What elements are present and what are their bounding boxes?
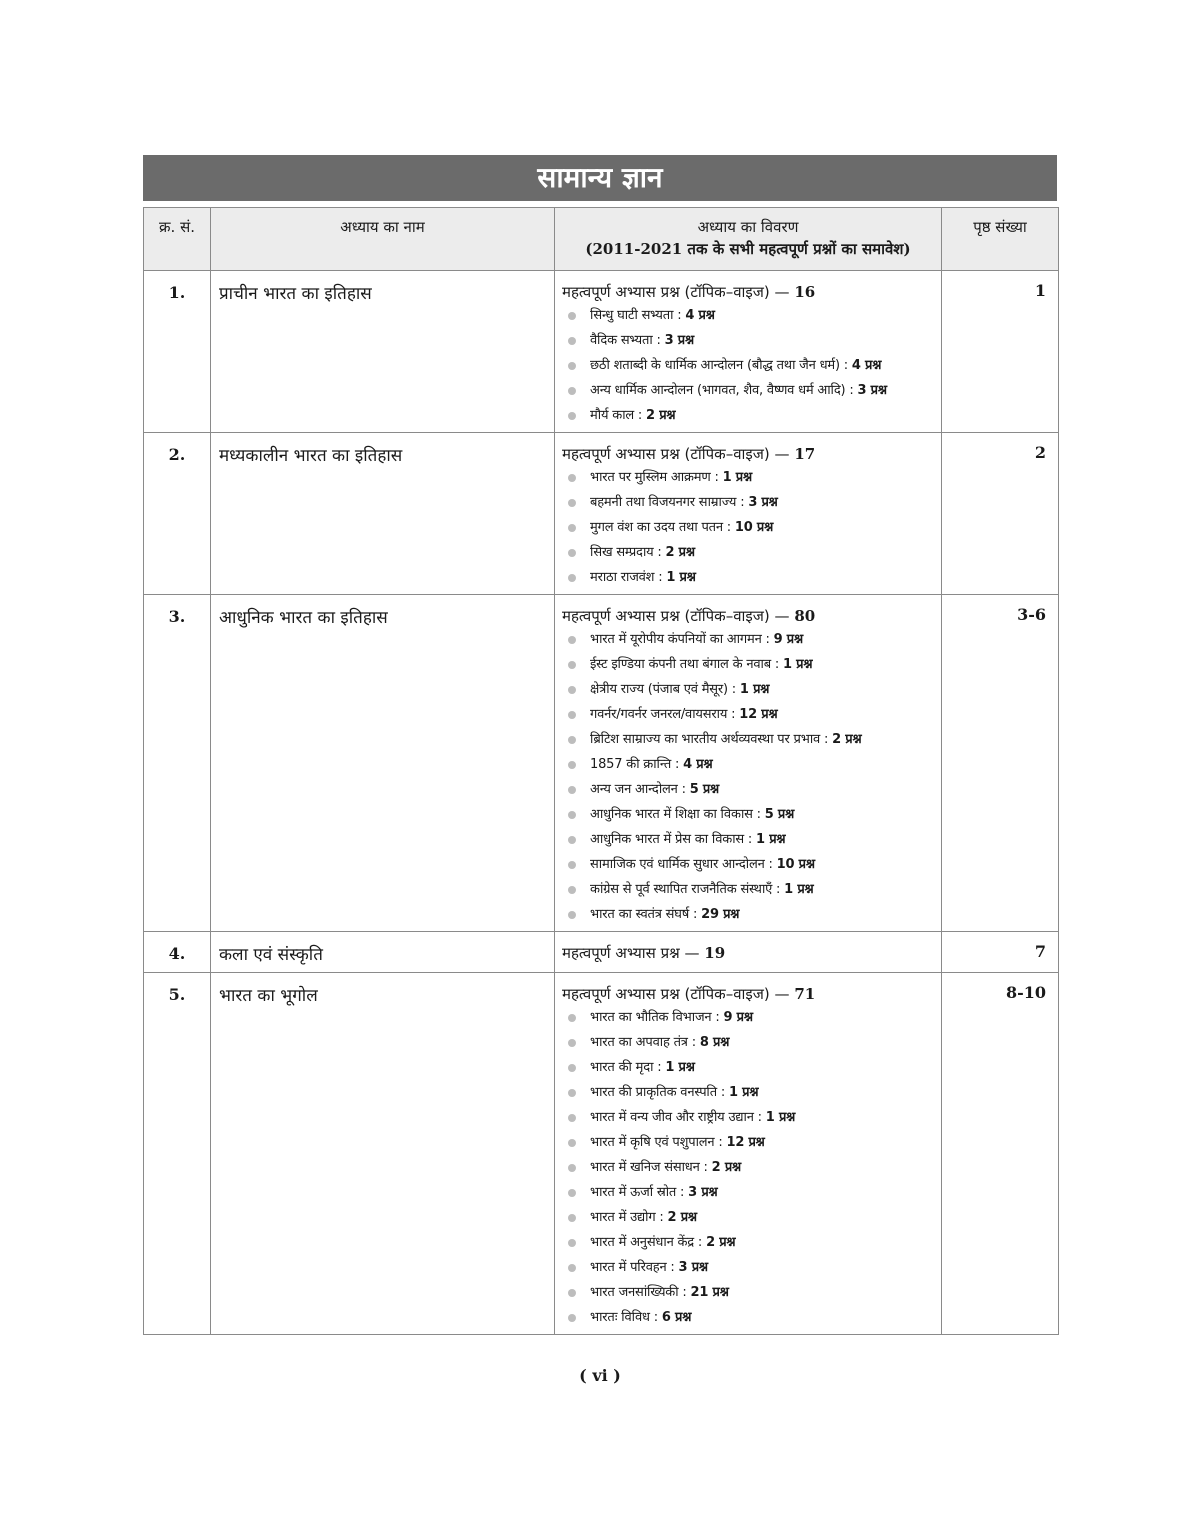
- topic-label: कांग्रेस से पूर्व स्थापित राजनैतिक संस्थाएँ :: [590, 882, 785, 897]
- bullet-icon: [568, 1189, 576, 1197]
- topic-count: 9 प्रश्न: [773, 632, 803, 647]
- bullet-icon: [568, 1264, 576, 1272]
- topic-label: भारत में कृषि एवं पशुपालन :: [590, 1135, 727, 1150]
- header-page: पृष्ठ संख्या: [942, 208, 1059, 271]
- row-number: 2.: [144, 433, 211, 595]
- topic-label: आधुनिक भारत में शिक्षा का विकास :: [590, 807, 765, 822]
- bullet-icon: [568, 836, 576, 844]
- table-row: [144, 433, 1059, 595]
- topic-item: [566, 1030, 941, 1055]
- bullet-icon: [568, 362, 576, 370]
- topic-label: भारत पर मुस्लिम आक्रमण :: [590, 470, 723, 485]
- topic-label: भारत का भौतिक विभाजन :: [590, 1010, 724, 1025]
- topic-item: [566, 303, 941, 328]
- topic-label: भारत में ऊर्जा स्रोत :: [590, 1185, 689, 1200]
- practice-questions-summary: [562, 942, 941, 964]
- summary-label: महत्वपूर्ण अभ्यास प्रश्न (टॉपिक–वाइज) —: [562, 283, 795, 301]
- topic-item: [566, 827, 941, 852]
- topic-count: 3 प्रश्न: [664, 333, 694, 348]
- chapter-details: [555, 271, 942, 433]
- summary-label: महत्वपूर्ण अभ्यास प्रश्न (टॉपिक–वाइज) —: [562, 607, 795, 625]
- page-title: सामान्य ज्ञान: [143, 155, 1057, 201]
- summary-label: महत्वपूर्ण अभ्यास प्रश्न (टॉपिक–वाइज) —: [562, 985, 795, 1003]
- summary-count: 16: [794, 283, 816, 301]
- bullet-icon: [568, 387, 576, 395]
- topic-item: [566, 1055, 941, 1080]
- bullet-icon: [568, 337, 576, 345]
- page-number-cell: 1: [942, 271, 1059, 433]
- topic-label: मुगल वंश का उदय तथा पतन :: [590, 520, 735, 535]
- topic-item: [566, 353, 941, 378]
- topic-label: भारत की प्राकृतिक वनस्पति :: [590, 1085, 729, 1100]
- bullet-icon: [568, 1164, 576, 1172]
- table-row: [144, 973, 1059, 1335]
- row-number: 4.: [144, 932, 211, 973]
- bullet-icon: [568, 1064, 576, 1072]
- topic-count: 3 प्रश्न: [748, 495, 778, 510]
- topic-label: भारत का अपवाह तंत्र :: [590, 1035, 700, 1050]
- topic-count: 1 प्रश्न: [666, 570, 696, 585]
- practice-questions-summary: [562, 605, 941, 627]
- bullet-icon: [568, 499, 576, 507]
- practice-questions-summary: [562, 983, 941, 1005]
- header-details-label: अध्याय का विवरण: [697, 218, 799, 236]
- bullet-icon: [568, 1289, 576, 1297]
- page-number-cell: 8-10: [942, 973, 1059, 1335]
- topic-count: 2 प्रश्न: [667, 1210, 697, 1225]
- bullet-icon: [568, 686, 576, 694]
- practice-questions-summary: [562, 443, 941, 465]
- topic-list: [562, 465, 941, 590]
- topic-count: 1 प्रश्न: [784, 882, 814, 897]
- topic-count: 1 प्रश्न: [665, 1060, 695, 1075]
- topic-count: 10 प्रश्न: [734, 520, 774, 535]
- topic-item: [566, 777, 941, 802]
- topic-label: ब्रिटिश साम्राज्य का भारतीय अर्थव्यवस्था पर प्रभाव :: [590, 732, 833, 747]
- topic-count: 1 प्रश्न: [739, 682, 770, 697]
- topic-list: [562, 303, 941, 428]
- contents-table: [143, 207, 1059, 1335]
- topic-item: [566, 802, 941, 827]
- topic-count: 12 प्रश्न: [726, 1135, 765, 1150]
- topic-count: 4 प्रश्न: [685, 308, 715, 323]
- topic-count: 9 प्रश्न: [723, 1010, 753, 1025]
- topic-item: [566, 852, 941, 877]
- topic-item: [566, 752, 941, 777]
- header-details-sub: (2011-2021 तक के सभी महत्वपूर्ण प्रश्नों का समावेश): [585, 240, 911, 258]
- topic-item: [566, 902, 941, 927]
- topic-label: क्षेत्रीय राज्य (पंजाब एवं मैसूर) :: [590, 682, 740, 697]
- topic-label: भारत में परिवहन :: [590, 1260, 679, 1275]
- table-header: [144, 208, 1059, 271]
- topic-count: 1 प्रश्न: [756, 832, 786, 847]
- topic-label: वैदिक सभ्यता :: [590, 333, 665, 348]
- topic-item: [566, 702, 941, 727]
- topic-count: 6 प्रश्न: [661, 1310, 692, 1325]
- page-number-cell: 7: [942, 932, 1059, 973]
- topic-label: आधुनिक भारत में प्रेस का विकास :: [590, 832, 757, 847]
- topic-item: [566, 627, 941, 652]
- topic-label: भारत में उद्योग :: [590, 1210, 668, 1225]
- topic-item: [566, 1005, 941, 1030]
- summary-count: 17: [794, 445, 816, 463]
- topic-count: 1 प्रश्न: [765, 1110, 796, 1125]
- summary-count: 71: [794, 985, 816, 1003]
- topic-label: भारत में खनिज संसाधन :: [590, 1160, 712, 1175]
- topic-count: 5 प्रश्न: [689, 782, 720, 797]
- page-number: ( vi ): [579, 1366, 621, 1385]
- topic-count: 5 प्रश्न: [764, 807, 795, 822]
- bullet-icon: [568, 1239, 576, 1247]
- bullet-icon: [568, 786, 576, 794]
- topic-label: भारतः विविध :: [590, 1310, 662, 1325]
- page-number-cell: 2: [942, 433, 1059, 595]
- topic-count: 8 प्रश्न: [699, 1035, 730, 1050]
- header-serial: क्र. सं.: [144, 208, 211, 271]
- chapter-name: कला एवं संस्कृति: [211, 932, 555, 973]
- table-row: [144, 271, 1059, 433]
- row-number: 1.: [144, 271, 211, 433]
- topic-label: भारत का स्वतंत्र संघर्ष :: [590, 907, 702, 922]
- topic-count: 1 प्रश्न: [722, 470, 752, 485]
- header-details: [555, 208, 942, 271]
- topic-item: [566, 465, 941, 490]
- bullet-icon: [568, 1139, 576, 1147]
- bullet-icon: [568, 1014, 576, 1022]
- bullet-icon: [568, 861, 576, 869]
- topic-item: [566, 677, 941, 702]
- topic-label: गवर्नर/गवर्नर जनरल/वायसराय :: [590, 707, 740, 722]
- topic-item: [566, 403, 941, 428]
- topic-item: [566, 1105, 941, 1130]
- topic-count: 10 प्रश्न: [776, 857, 815, 872]
- row-number: 3.: [144, 595, 211, 932]
- topic-count: 2 प्रश्न: [646, 408, 676, 423]
- topic-count: 2 प्रश्न: [706, 1235, 736, 1250]
- header-chapter: अध्याय का नाम: [211, 208, 555, 271]
- chapter-name: मध्यकालीन भारत का इतिहास: [211, 433, 555, 595]
- topic-item: [566, 652, 941, 677]
- topic-label: सिख सम्प्रदाय :: [590, 545, 666, 560]
- topic-count: 3 प्रश्न: [857, 383, 887, 398]
- topic-label: भारत जनसांख्यिकी :: [590, 1285, 691, 1300]
- topic-count: 1 प्रश्न: [729, 1085, 759, 1100]
- bullet-icon: [568, 711, 576, 719]
- bullet-icon: [568, 1314, 576, 1322]
- table-row: [144, 932, 1059, 973]
- bullet-icon: [568, 312, 576, 320]
- bullet-icon: [568, 911, 576, 919]
- bullet-icon: [568, 1114, 576, 1122]
- bullet-icon: [568, 574, 576, 582]
- bullet-icon: [568, 886, 576, 894]
- bullet-icon: [568, 549, 576, 557]
- topic-item: [566, 378, 941, 403]
- bullet-icon: [568, 1214, 576, 1222]
- chapter-name: भारत का भूगोल: [211, 973, 555, 1335]
- topic-item: [566, 565, 941, 590]
- topic-item: [566, 490, 941, 515]
- topic-label: सिन्धु घाटी सभ्यता :: [590, 308, 686, 323]
- topic-label: 1857 की क्रान्ति :: [590, 757, 684, 772]
- practice-questions-summary: [562, 281, 941, 303]
- topic-label: मौर्य काल :: [590, 408, 647, 423]
- bullet-icon: [568, 1089, 576, 1097]
- topic-item: [566, 515, 941, 540]
- topic-label: सामाजिक एवं धार्मिक सुधार आन्दोलन :: [590, 857, 777, 872]
- topic-label: भारत की मृदा :: [590, 1060, 666, 1075]
- topic-count: 2 प्रश्न: [665, 545, 695, 560]
- topic-count: 21 प्रश्न: [690, 1285, 729, 1300]
- topic-item: [566, 1255, 941, 1280]
- topic-count: 4 प्रश्न: [851, 358, 882, 373]
- summary-label: महत्वपूर्ण अभ्यास प्रश्न —: [562, 944, 705, 962]
- topic-item: [566, 877, 941, 902]
- topic-count: 2 प्रश्न: [711, 1160, 742, 1175]
- table-row: [144, 595, 1059, 932]
- topic-label: अन्य धार्मिक आन्दोलन (भागवत, शैव, वैष्णव धर्म आदि) :: [590, 383, 858, 398]
- summary-label: महत्वपूर्ण अभ्यास प्रश्न (टॉपिक–वाइज) —: [562, 445, 795, 463]
- bullet-icon: [568, 524, 576, 532]
- topic-label: मराठा राजवंश :: [590, 570, 667, 585]
- chapter-details: [555, 433, 942, 595]
- bullet-icon: [568, 736, 576, 744]
- bullet-icon: [568, 412, 576, 420]
- topic-label: भारत में अनुसंधान केंद्र :: [590, 1235, 707, 1250]
- page-number-cell: 3-6: [942, 595, 1059, 932]
- summary-count: 80: [794, 607, 816, 625]
- topic-count: 29 प्रश्न: [701, 907, 740, 922]
- topic-count: 3 प्रश्न: [678, 1260, 708, 1275]
- topic-item: [566, 727, 941, 752]
- topic-item: [566, 1230, 941, 1255]
- topic-label: अन्य जन आन्दोलन :: [590, 782, 690, 797]
- topic-count: 2 प्रश्न: [832, 732, 862, 747]
- topic-item: [566, 1155, 941, 1180]
- bullet-icon: [568, 474, 576, 482]
- topic-label: भारत में यूरोपीय कंपनियों का आगमन :: [590, 632, 774, 647]
- bullet-icon: [568, 661, 576, 669]
- summary-count: 19: [704, 944, 726, 962]
- chapter-name: आधुनिक भारत का इतिहास: [211, 595, 555, 932]
- topic-count: 3 प्रश्न: [688, 1185, 718, 1200]
- chapter-details: [555, 932, 942, 973]
- topic-count: 1 प्रश्न: [783, 657, 813, 672]
- topic-item: [566, 1130, 941, 1155]
- topic-item: [566, 1280, 941, 1305]
- chapter-name: प्राचीन भारत का इतिहास: [211, 271, 555, 433]
- bullet-icon: [568, 761, 576, 769]
- topic-list: [562, 1005, 941, 1330]
- topic-item: [566, 1305, 941, 1330]
- topic-count: 4 प्रश्न: [683, 757, 713, 772]
- topic-count: 12 प्रश्न: [739, 707, 778, 722]
- row-number: 5.: [144, 973, 211, 1335]
- topic-list: [562, 627, 941, 927]
- chapter-details: [555, 973, 942, 1335]
- topic-item: [566, 328, 941, 353]
- topic-item: [566, 1180, 941, 1205]
- topic-label: बहमनी तथा विजयनगर साम्राज्य :: [590, 495, 749, 510]
- bullet-icon: [568, 636, 576, 644]
- topic-item: [566, 1080, 941, 1105]
- bullet-icon: [568, 1039, 576, 1047]
- topic-item: [566, 1205, 941, 1230]
- chapter-details: [555, 595, 942, 932]
- topic-label: ईस्ट इण्डिया कंपनी तथा बंगाल के नवाब :: [590, 657, 783, 672]
- topic-label: छठी शताब्दी के धार्मिक आन्दोलन (बौद्ध तथा जैन धर्म) :: [590, 358, 852, 373]
- bullet-icon: [568, 811, 576, 819]
- topic-item: [566, 540, 941, 565]
- topic-label: भारत में वन्य जीव और राष्ट्रीय उद्यान :: [590, 1110, 766, 1125]
- table-body: [144, 271, 1059, 1335]
